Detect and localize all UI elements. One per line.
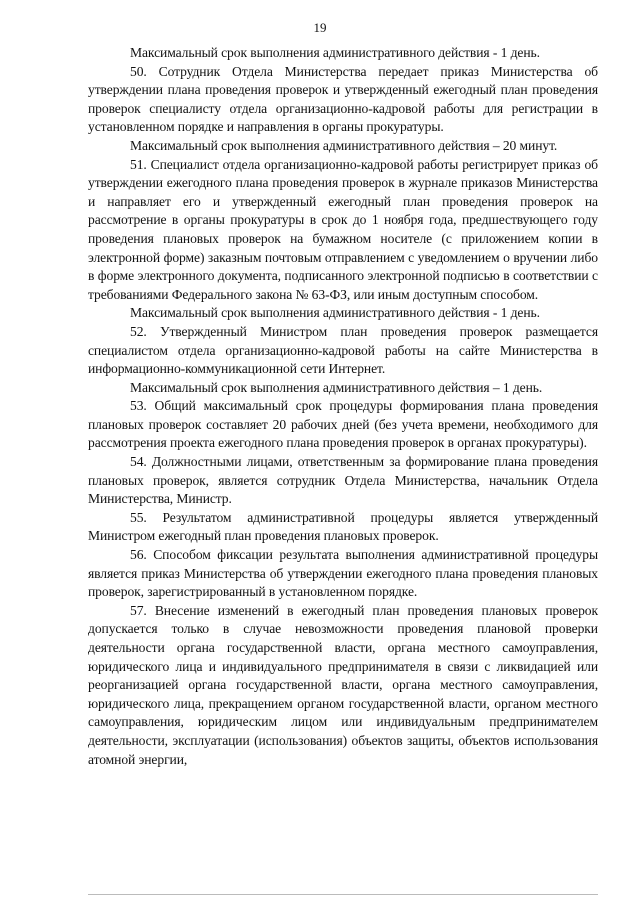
paragraph-54: 54. Должностными лицами, ответственным за формирование плана проведения плановых проверок, является сотрудник Отдела Министерства, начальник Отдела Министерства, Министр. <box>88 454 598 507</box>
paragraph-51: 51. Специалист отдела организационно-кадровой работы регистрирует приказ об утверждении ежегодного плана проведения проверок в журнале приказов Министерства и направляет его и утвержденный ежегодный план проведения проверок на рассмотрение в органы прокуратуры в срок до 1 ноября года, предшествующего году проведения плановых проверок на бумажном носителе (с приложением копии в электронной форме) заказным почтовым отправлением с уведомлением о вручении либо в форме электронного документа, подписанного электронной подписью в соответствии с требованиями Федерального закона № 63-ФЗ, или иным доступным способом. <box>88 156 598 302</box>
paragraph-53: 53. Общий максимальный срок процедуры формирования плана проведения плановых проверок составляет 20 рабочих дней (без учета времени, необходимого для рассмотрения проекта ежегодного плана проведения проверок в органах прокуратуры). <box>88 398 598 451</box>
paragraph-deadline-2: Максимальный срок выполнения административного действия – 20 минут. <box>130 137 558 153</box>
page-bottom-divider <box>88 894 598 895</box>
paragraph-deadline-4: Максимальный срок выполнения административного действия – 1 день. <box>130 379 543 395</box>
page-number: 19 <box>313 20 327 35</box>
paragraph-57: 57. Внесение изменений в ежегодный план проведения плановых проверок допускается только в случае невозможности проведения плановой проверки деятельности органа государственной власти, органа местного самоуправления, юридического лица и индивидуального предпринимателя в связи с ликвидацией или реорганизацией органа государственной власти, органа местного самоуправления, юридического лица, прекращением органом государственной власти, органом местного самоуправления, юридическим лицом или индивидуальным предпринимателем деятельности, эксплуатации (использования) объектов защиты, объектов использования атомной энергии, <box>88 602 598 767</box>
paragraph-deadline-3: Максимальный срок выполнения административного действия - 1 день. <box>130 305 540 321</box>
paragraph-deadline-1: Максимальный срок выполнения административного действия - 1 день. <box>130 45 540 60</box>
paragraph-55: 55. Результатом административной процедуры является утвержденный Министром ежегодный план проведения плановых проверок. <box>88 509 598 544</box>
document-body <box>88 44 598 769</box>
paragraph-52: 52. Утвержденный Министром план проведения проверок размещается специалистом отдела организационно-кадровой работы на сайте Министерства в информационно-коммуникационной сети Интернет. <box>88 323 598 377</box>
paragraph-56: 56. Способом фиксации результата выполнения административной процедуры является приказ Министерства об утверждении ежегодного плана проведения плановых проверок, зарегистрированный в установленном порядке. <box>88 547 598 600</box>
paragraph-50: 50. Сотрудник Отдела Министерства передает приказ Министерства об утверждении плана проведения проверок и утвержденный ежегодный план проведения проверок специалисту отдела организационно-кадровой работы для регистрации в установленном порядке и направления в органы прокуратуры. <box>88 63 598 135</box>
